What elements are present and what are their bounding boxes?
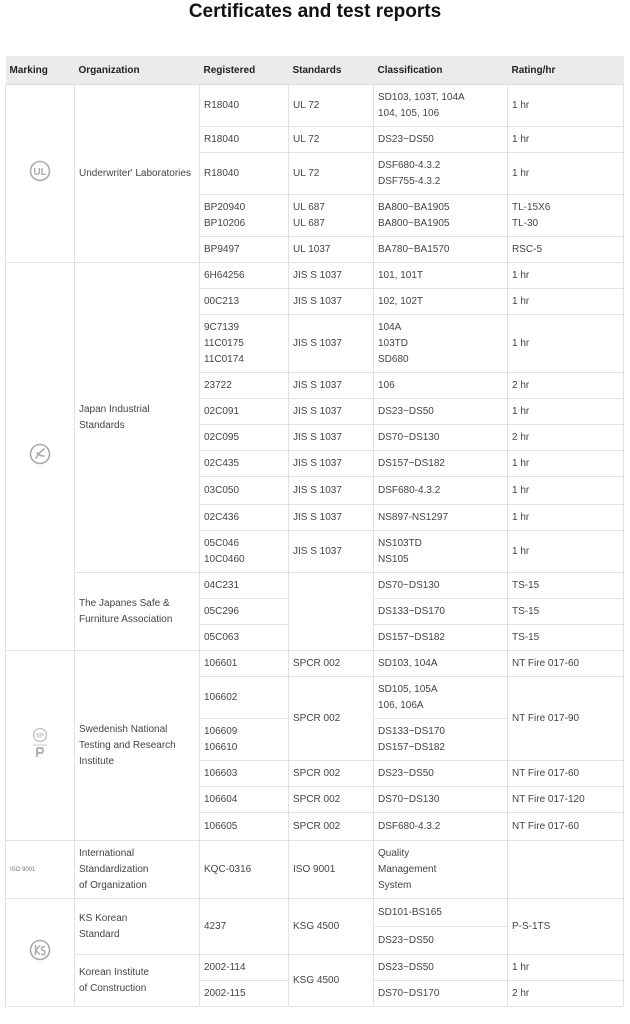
marking-iso [6,841,75,899]
table-row [6,955,624,981]
svg-text:UL: UL [33,166,47,178]
registered-cell: R18040 [200,153,289,195]
rating-cell: 1 hr [508,505,624,531]
registered-cell: BP20940 BP10206 [200,195,289,237]
sp-certification-icon [30,727,50,765]
page-title: Certificates and test reports [188,1,442,22]
registered-cell: 05C296 [200,599,289,625]
classification-cell: SD105, 105A 106, 106A [374,677,508,719]
rating-cell: 1 hr [508,477,624,505]
registered-cell: 9C7139 11C0175 11C0174 [200,315,289,373]
rating-cell: 1 hr [508,85,624,127]
table-row [6,899,624,927]
marking-sp [6,651,75,841]
org-iso: International Standardization of Organization [75,841,200,899]
table-row [6,263,624,289]
classification-cell: DS23~DS50 [374,127,508,153]
iso-marking-text: ISO 9001 [10,867,36,873]
registered-cell: R18040 [200,127,289,153]
standards-cell: SPCR 002 [289,677,374,761]
classification-cell: DSF680-4.3.2 DSF755-4.3.2 [374,153,508,195]
standards-cell: JIS S 1037 [289,425,374,451]
rating-cell: TL-15X6 TL-30 [508,195,624,237]
classification-cell: DS157~DS182 [374,451,508,477]
rating-cell: TS-15 [508,625,624,651]
standards-cell: JIS S 1037 [289,505,374,531]
table-row [6,841,624,899]
classification-cell: 106 [374,373,508,399]
registered-cell: 106601 [200,651,289,677]
rating-cell: RSC-5 [508,237,624,263]
standards-cell: JIS S 1037 [289,477,374,505]
standards-cell: KSG 4500 [289,899,374,955]
standards-cell: JIS S 1037 [289,451,374,477]
registered-cell: 05C063 [200,625,289,651]
jis-logo-icon [29,443,51,471]
classification-cell: DS133~DS170 DS157~DS182 [374,719,508,761]
classification-cell: Quality Management System [374,841,508,899]
header-rating: Rating/hr [508,56,624,85]
registered-cell: 106602 [200,677,289,719]
svg-text:SP: SP [35,733,45,739]
registered-cell: KQC-0316 [200,841,289,899]
classification-cell: DSF680-4.3.2 [374,813,508,841]
rating-cell: 1 hr [508,315,624,373]
classification-cell: DS23~DS50 [374,955,508,981]
org-sp: Swedenish National Testing and Research Institute [75,651,200,841]
registered-cell: 02C435 [200,451,289,477]
registered-cell: BP9497 [200,237,289,263]
classification-cell: DSF680-4.3.2 [374,477,508,505]
classification-cell: NS103TD NS105 [374,531,508,573]
registered-cell: 106604 [200,787,289,813]
registered-cell: 02C095 [200,425,289,451]
standards-cell: SPCR 002 [289,651,374,677]
table-header-row [6,56,624,85]
header-marking: Marking [6,56,75,85]
registered-cell: R18040 [200,85,289,127]
classification-cell: SD103, 103T, 104A 104, 105, 106 [374,85,508,127]
classification-cell: DS70~DS130 [374,425,508,451]
registered-cell: 23722 [200,373,289,399]
classification-cell: DS70~DS170 [374,981,508,1007]
rating-cell: NT Fire 017-120 [508,787,624,813]
org-jsfa: The Japanes Safe & Furniture Association [75,573,200,651]
rating-cell: 2 hr [508,425,624,451]
registered-cell: 2002-115 [200,981,289,1007]
registered-cell: 2002-114 [200,955,289,981]
classification-cell: 104A 103TD SD680 [374,315,508,373]
header-standards: Standards [289,56,374,85]
rating-cell: NT Fire 017-60 [508,651,624,677]
rating-cell: 1 hr [508,153,624,195]
registered-cell: 02C091 [200,399,289,425]
classification-cell: DS23~DS50 [374,927,508,955]
rating-cell: 2 hr [508,981,624,1007]
registered-cell: 00C213 [200,289,289,315]
rating-cell: NT Fire 017-90 [508,677,624,761]
classification-cell: NS897-NS1297 [374,505,508,531]
classification-cell: BA780~BA1570 [374,237,508,263]
registered-cell: 02C436 [200,505,289,531]
header-classification: Classification [374,56,508,85]
table-row [6,651,624,677]
standards-cell: UL 72 [289,153,374,195]
standards-cell: UL 72 [289,85,374,127]
standards-cell: SPCR 002 [289,787,374,813]
ul-logo-icon [29,160,51,188]
standards-cell: UL 687 UL 687 [289,195,374,237]
rating-cell [508,841,624,899]
rating-cell: TS-15 [508,599,624,625]
table-row [6,85,624,127]
header-registered: Registered [200,56,289,85]
registered-cell: 05C046 10C0460 [200,531,289,573]
marking-jis [6,263,75,651]
rating-cell: 2 hr [508,373,624,399]
standards-cell: JIS S 1037 [289,315,374,373]
standards-cell: JIS S 1037 [289,531,374,573]
registered-cell: 106603 [200,761,289,787]
ks-logo-icon [29,939,51,967]
standards-cell: SPCR 002 [289,761,374,787]
classification-cell: DS23~DS50 [374,761,508,787]
registered-cell: 04C231 [200,573,289,599]
rating-cell: NT Fire 017-60 [508,813,624,841]
rating-cell: 1 hr [508,451,624,477]
rating-cell: 1 hr [508,263,624,289]
classification-cell: 102, 102T [374,289,508,315]
rating-cell: P-S-1TS [508,899,624,955]
classification-cell: BA800~BA1905 BA800~BA1905 [374,195,508,237]
standards-cell: UL 1037 [289,237,374,263]
rating-cell: 1 hr [508,531,624,573]
org-kic: Korean Institute of Construction [75,955,200,1007]
standards-cell: ISO 9001 [289,841,374,899]
classification-cell: DS70~DS130 [374,787,508,813]
classification-cell: DS23~DS50 [374,399,508,425]
marking-ul [6,85,75,263]
classification-cell: DS70~DS130 [374,573,508,599]
classification-cell: SD101-BS165 [374,899,508,927]
org-ks: KS Korean Standard [75,899,200,955]
rating-cell: NT Fire 017-60 [508,761,624,787]
classification-cell: DS157~DS182 [374,625,508,651]
standards-cell: JIS S 1037 [289,399,374,425]
classification-cell: 101, 101T [374,263,508,289]
rating-cell: 1 hr [508,289,624,315]
standards-cell: SPCR 002 [289,813,374,841]
standards-cell: KSG 4500 [289,955,374,1007]
standards-cell [289,573,374,651]
registered-cell: 106605 [200,813,289,841]
registered-cell: 03C050 [200,477,289,505]
standards-cell: JIS S 1037 [289,289,374,315]
standards-cell: UL 72 [289,127,374,153]
org-jis: Japan Industrial Standards [75,263,200,573]
certificates-table [5,56,624,1007]
rating-cell: 1 hr [508,399,624,425]
standards-cell: JIS S 1037 [289,373,374,399]
rating-cell: TS-15 [508,573,624,599]
marking-ks [6,899,75,1007]
rating-cell: 1 hr [508,127,624,153]
org-ul: Underwriter' Laboratories [75,85,200,263]
classification-cell: SD103, 104A [374,651,508,677]
rating-cell: 1 hr [508,955,624,981]
classification-cell: DS133~DS170 [374,599,508,625]
header-organization: Organization [75,56,200,85]
table-row [6,573,624,599]
registered-cell: 6H64256 [200,263,289,289]
standards-cell: JIS S 1037 [289,263,374,289]
registered-cell: 4237 [200,899,289,955]
registered-cell: 106609 106610 [200,719,289,761]
